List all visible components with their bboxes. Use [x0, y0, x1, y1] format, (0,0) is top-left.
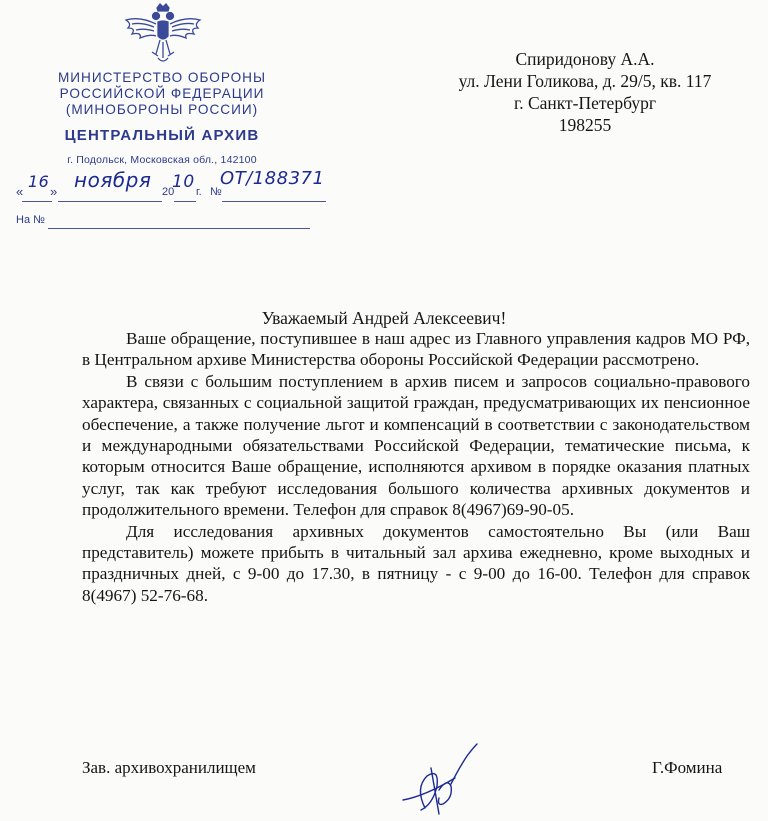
recipient-city: г. Санкт-Петербург [514, 93, 656, 113]
document-number: ОТ/188371 [220, 168, 325, 189]
year-prefix: 20 [162, 186, 175, 198]
handwritten-signature [395, 738, 485, 818]
month-underline [58, 201, 162, 202]
recipient-street: ул. Лени Голикова, д. 29/5, кв. 117 [458, 71, 712, 91]
paragraph-1: Ваше обращение, поступившее в наш адрес из Главного управления кадров МО РФ, в Центральном архиве Министерства обороны Российской Федерации рассмотрено. [82, 329, 750, 370]
letterhead-address: г. Подольск, Московская обл., 142100 [67, 154, 257, 166]
day-underline [22, 201, 52, 202]
org-line-2: РОССИЙСКОЙ ФЕДЕРАЦИИ [59, 86, 265, 101]
double-headed-eagle-emblem [118, 2, 208, 68]
reference-label: На № [16, 214, 45, 226]
recipient-name: Спиридонову А.А. [515, 49, 655, 69]
org-line-3: (МИНОБОРОНЫ РОССИИ) [65, 102, 259, 117]
signatory-name: Г.Фомина [652, 758, 723, 777]
recipient-block [420, 48, 750, 136]
letterhead-organization [40, 70, 284, 166]
date-year: 10 [172, 172, 195, 192]
registration-line [14, 164, 334, 204]
date-day: 16 [28, 172, 50, 191]
year-suffix: г. [196, 186, 202, 198]
archive-name: ЦЕНТРАЛЬНЫЙ АРХИВ [64, 127, 260, 144]
recipient-zip: 198255 [558, 115, 612, 135]
letter-body [82, 328, 750, 606]
signatory-position: Зав. архивохранилищем [82, 758, 256, 777]
date-month: ноября [74, 168, 152, 192]
year-underline [174, 201, 196, 202]
paragraph-3: Для исследования архивных документов самостоятельно Вы (или Ваш представитель) можете прибыть в читальный зал архива ежедневно, кроме выходных и праздничных дней, с 9-00 до 17.30, в пятницу - с 9-00 до 16-00. Телефон для справок 8(4967) 52-76-68. [82, 521, 750, 605]
date-close-quote: » [50, 184, 58, 199]
number-underline [222, 201, 326, 202]
paragraph-2: В связи с большим поступлением в архив писем и запросов социально-правового характера, связанных с социальной защитой граждан, предусматривающих их пенсионное обеспечение, а также получение льгот и компенсаций в соответствии с законодательством и международными обязательствами Российской Федерации, тематические письма, к которым относится Ваше обращение, исполняются архивом в порядке оказания платных услуг, так как требуют исследования большого количества архивных документов и продолжительного времени. Телефон для справок 8(4967)69-90-05. [82, 371, 750, 520]
date-open-quote: « [16, 184, 24, 199]
reference-underline [48, 228, 310, 229]
salutation: Уважаемый Андрей Алексеевич! [261, 308, 507, 328]
number-label: № [210, 186, 222, 198]
org-line-1: МИНИСТЕРСТВО ОБОРОНЫ [57, 70, 267, 85]
